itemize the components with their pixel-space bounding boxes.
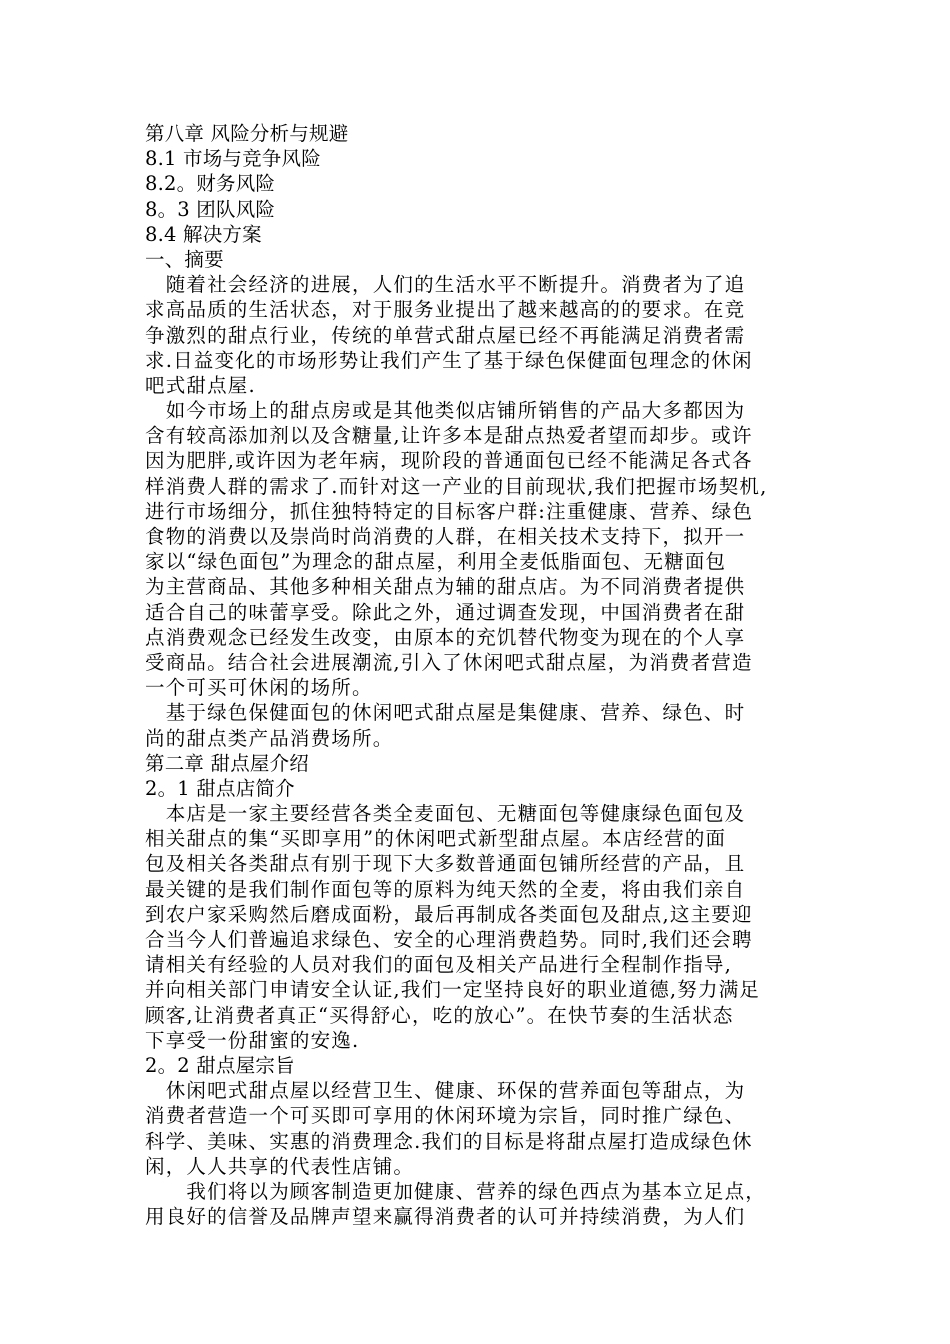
text-line: 点消费观念已经发生改变，由原本的充饥替代物变为现在的个人享 xyxy=(145,625,746,649)
text-line: 合当今人们普遍追求绿色、安全的心理消费趋势。同时,我们还会聘 xyxy=(145,928,753,951)
text-line: 吧式甜点屋. xyxy=(145,373,256,397)
text-line: 消费者营造一个可买即可享用的休闲环境为宗旨，同时推广绿色、 xyxy=(145,1104,746,1128)
paragraph xyxy=(145,398,825,700)
text-line: 相关甜点的集“买即享用”的休闲吧式新型甜点屋。本店经营的面 xyxy=(145,827,727,851)
text-line: 包及相关各类甜点有别于现下大多数普通面包铺所经营的产品，且 xyxy=(145,852,746,876)
text-line: 本店是一家主要经营各类全麦面包、无糖面包等健康绿色面包及 xyxy=(145,802,746,826)
text-line: 一个可买可休闲的场所。 xyxy=(145,676,373,700)
text-line: 闲，人人共享的代表性店铺。 xyxy=(145,1154,415,1178)
section-heading: 8.2。财务风险 xyxy=(145,172,276,196)
text-line: 适合自己的味蕾享受。除此之外，通过调查发现，中国消费者在甜 xyxy=(145,600,746,624)
text-line: 下享受一份甜蜜的安逸. xyxy=(145,1028,360,1052)
section-heading: 2。1 甜点店简介 xyxy=(145,776,295,800)
text-line: 如今市场上的甜点房或是其他类似店铺所销售的产品大多都因为 xyxy=(145,399,746,423)
chapter-heading: 第二章 甜点屋介绍 xyxy=(145,751,309,775)
text-line: 用良好的信誉及品牌声望来赢得消费者的认可并持续消费，为人们 xyxy=(145,1205,746,1229)
section-heading: 2。2 甜点屋宗旨 xyxy=(145,1053,295,1077)
paragraph xyxy=(145,272,825,398)
text-line: 顾客,让消费者真正“买得舒心，吃的放心”。在快节奏的生活状态 xyxy=(145,1003,734,1027)
text-line: 求.日益变化的市场形势让我们产生了基于绿色保健面包理念的休闲 xyxy=(145,348,753,372)
text-line: 样消费人群的需求了.而针对这一产业的目前现状,我们把握市场契机, xyxy=(145,474,768,498)
section-heading: 8。3 团队风险 xyxy=(145,197,276,221)
text-line: 尚的甜点类产品消费场所。 xyxy=(145,726,394,750)
text-line: 最关键的是我们制作面包等的原料为纯天然的全麦，将由我们亲自 xyxy=(145,877,746,901)
section-heading: 8.4 解决方案 xyxy=(145,222,262,246)
section-heading: 8.1 市场与竞争风险 xyxy=(145,147,321,171)
paragraph xyxy=(145,1078,825,1179)
chapter-heading: 第八章 风险分析与规避 xyxy=(145,122,349,145)
text-line: 为主营商品、其他多种相关甜点为辅的甜点店。为不同消费者提供 xyxy=(145,575,746,599)
paragraph xyxy=(145,1179,825,1229)
text-line: 科学、美味、实惠的消费理念.我们的目标是将甜点屋打造成绿色休 xyxy=(145,1129,753,1153)
text-line: 请相关有经验的人员对我们的面包及相关产品进行全程制作指导, xyxy=(145,953,732,977)
paragraph xyxy=(145,700,825,750)
text-line: 到农户家采购然后磨成面粉，最后再制成各类面包及甜点,这主要迎 xyxy=(145,902,753,926)
text-line: 因为肥胖,或许因为老年病，现阶段的普通面包已经不能满足各式各 xyxy=(145,449,753,473)
text-line: 并向相关部门申请安全认证,我们一定坚持良好的职业道德,努力满足 xyxy=(145,978,761,1002)
text-line: 求高品质的生活状态，对于服务业提出了越来越高的的要求。在竞 xyxy=(145,298,746,322)
text-line: 受商品。结合社会进展潮流,引入了休闲吧式甜点屋，为消费者营造 xyxy=(145,650,753,674)
text-line: 含有较高添加剂以及含糖量,让许多本是甜点热爱者望而却步。或许 xyxy=(145,424,753,448)
text-line: 家以“绿色面包”为理念的甜点屋，利用全麦低脂面包、无糖面包 xyxy=(145,550,727,574)
text-line: 食物的消费以及崇尚时尚消费的人群，在相关技术支持下，拟开一 xyxy=(145,525,746,548)
text-line: 随着社会经济的进展，人们的生活水平不断提升。消费者为了追 xyxy=(145,273,746,297)
text-line: 基于绿色保健面包的休闲吧式甜点屋是集健康、营养、绿色、时 xyxy=(145,701,746,725)
text-line: 争激烈的甜点行业，传统的单营式甜点屋已经不再能满足消费者需 xyxy=(145,323,746,347)
text-line: 我们将以为顾客制造更加健康、营养的绿色西点为基本立足点， xyxy=(145,1179,767,1203)
section-heading: 一、摘要 xyxy=(145,247,224,271)
document-page xyxy=(145,121,825,1229)
paragraph xyxy=(145,801,825,1053)
text-line: 进行市场细分，抓住独特特定的目标客户群:注重健康、营养、绿色 xyxy=(145,499,754,523)
text-line: 休闲吧式甜点屋以经营卫生、健康、环保的营养面包等甜点，为 xyxy=(145,1079,746,1103)
